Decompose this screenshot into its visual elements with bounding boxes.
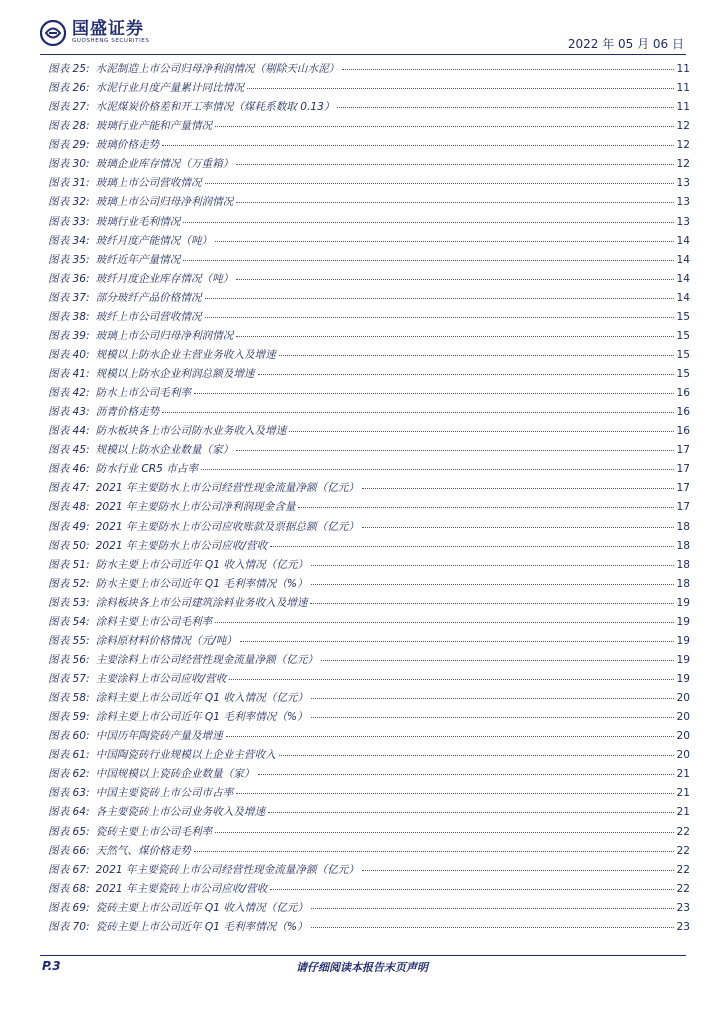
figure-number: 图表 68:	[48, 882, 90, 895]
page-ref: 19	[676, 653, 690, 666]
toc-entry[interactable]	[48, 900, 690, 919]
dot-leader	[240, 641, 674, 642]
toc-entry[interactable]	[48, 99, 690, 118]
toc-entry[interactable]	[48, 404, 690, 423]
figure-title: 玻璃价格走势	[95, 139, 160, 152]
dot-leader	[337, 107, 673, 108]
toc-entry[interactable]	[48, 633, 690, 652]
page-ref: 20	[676, 711, 690, 724]
figure-number: 图表 48:	[48, 501, 90, 514]
toc-entry[interactable]	[48, 519, 690, 538]
page-ref: 13	[676, 196, 690, 209]
figure-number: 图表 52:	[48, 577, 90, 590]
toc-entry[interactable]	[48, 728, 690, 747]
figure-title: 水泥制造上市公司归母净利润情况（剔除天山水泥）	[95, 63, 340, 75]
dot-leader	[311, 927, 674, 928]
figure-number: 图表 42:	[48, 387, 90, 400]
page-ref: 17	[676, 482, 690, 495]
figure-number: 图表 60:	[48, 730, 90, 743]
toc-entry[interactable]	[48, 290, 690, 309]
toc-entry[interactable]	[48, 61, 690, 80]
footer-divider	[40, 955, 686, 956]
figure-number: 图表 25:	[48, 63, 90, 75]
figure-title: 天然气、煤价格走势	[95, 844, 191, 857]
page-ref: 16	[676, 406, 690, 419]
dot-leader	[215, 832, 673, 833]
figure-number: 图表 58:	[48, 692, 90, 705]
page-ref: 14	[676, 291, 690, 304]
figure-title: 玻纤月度企业库存情况（吨）	[95, 272, 234, 285]
page-ref: 14	[676, 272, 690, 285]
figure-title: 玻纤月度产能情况（吨）	[95, 234, 213, 247]
figure-number: 图表 69:	[48, 901, 90, 914]
figure-title: 玻璃上市公司归母净利润情况	[95, 329, 234, 342]
figure-title: 防水主要上市公司近年 Q1 毛利率情况（%）	[95, 577, 308, 590]
toc-entry[interactable]	[48, 328, 690, 347]
page-ref: 17	[676, 444, 690, 457]
figure-number: 图表 28:	[48, 120, 90, 133]
toc-entry[interactable]	[48, 118, 690, 137]
dot-leader	[279, 355, 674, 356]
dot-leader	[342, 69, 673, 70]
page-ref: 11	[676, 63, 690, 75]
figure-title: 水泥煤炭价格差和开工率情况（煤耗系数取 0.13）	[95, 101, 335, 114]
toc-entry[interactable]	[48, 423, 690, 442]
page-ref: 19	[676, 634, 690, 647]
page-ref: 20	[676, 749, 690, 762]
dot-leader	[258, 374, 674, 375]
page-ref: 17	[676, 501, 690, 514]
toc-entry[interactable]	[48, 499, 690, 518]
page-ref: 18	[676, 577, 690, 590]
toc-entry[interactable]	[48, 595, 690, 614]
figure-number: 图表 47:	[48, 482, 90, 495]
page-ref: 21	[676, 768, 690, 781]
page-ref: 19	[676, 673, 690, 685]
figure-title: 中国陶瓷砖行业规模以上企业主营收入	[95, 749, 276, 762]
toc-entry[interactable]	[48, 175, 690, 194]
figure-number: 图表 46:	[48, 463, 90, 476]
dot-leader	[362, 870, 674, 871]
page-ref: 13	[676, 215, 690, 228]
figure-title: 防水行业 CR5 市占率	[95, 463, 198, 476]
page-ref: 22	[676, 844, 690, 857]
toc-entry[interactable]	[48, 80, 690, 99]
toc-entry[interactable]	[48, 614, 690, 633]
figure-number: 图表 29:	[48, 139, 90, 152]
dot-leader	[201, 469, 674, 470]
toc-entry[interactable]	[48, 824, 690, 843]
figure-title: 主要涂料上市公司经营性现金流量净额（亿元）	[95, 653, 319, 666]
dot-leader	[270, 546, 673, 547]
page-ref: 11	[676, 101, 690, 114]
figure-title: 2021 年主要防水上市公司应收/营收	[95, 539, 268, 552]
figure-title: 防水板块各上市公司防水业务收入及增速	[95, 425, 287, 438]
page-number: P.3	[42, 959, 61, 973]
page-ref: 21	[676, 787, 690, 800]
dot-leader	[279, 755, 674, 756]
figure-number: 图表 61:	[48, 749, 90, 762]
dot-leader	[205, 183, 674, 184]
dot-leader	[247, 88, 674, 89]
company-logo	[40, 20, 149, 50]
dot-leader	[226, 736, 674, 737]
toc-entry[interactable]	[48, 156, 690, 175]
figure-title: 涂料主要上市公司毛利率	[95, 615, 213, 628]
dot-leader	[194, 393, 674, 394]
figure-title: 2021 年主要防水上市公司应收账款及票据总额（亿元）	[95, 520, 359, 533]
figure-title: 规模以上防水企业数量（家）	[95, 444, 234, 457]
dot-leader	[310, 603, 673, 604]
figure-title: 各主要瓷砖上市公司业务收入及增速	[95, 806, 266, 819]
dot-leader	[311, 698, 673, 699]
toc-entry[interactable]	[48, 309, 690, 328]
dot-leader	[321, 660, 673, 661]
page-ref: 18	[676, 558, 690, 571]
toc-entry[interactable]	[48, 137, 690, 156]
toc-entry[interactable]	[48, 881, 690, 900]
figure-title: 中国主要瓷砖上市公司市占率	[95, 787, 234, 800]
page-ref: 20	[676, 692, 690, 705]
figure-number: 图表 62:	[48, 768, 90, 781]
toc-entry[interactable]	[48, 252, 690, 271]
page-ref: 15	[676, 329, 690, 342]
figure-title: 玻纤上市公司营收情况	[95, 310, 202, 323]
figure-title: 沥青价格走势	[95, 406, 160, 419]
figure-number: 图表 40:	[48, 348, 90, 361]
dot-leader	[194, 851, 674, 852]
page-ref: 20	[676, 730, 690, 743]
figure-title: 部分玻纤产品价格情况	[95, 291, 202, 304]
toc-entry[interactable]	[48, 385, 690, 404]
figure-number: 图表 39:	[48, 329, 90, 342]
toc-entry[interactable]	[48, 214, 690, 233]
figure-number: 图表 67:	[48, 863, 90, 876]
dot-leader	[236, 336, 673, 337]
toc-entry[interactable]	[48, 442, 690, 461]
toc-entry[interactable]	[48, 366, 690, 385]
dot-leader	[289, 431, 673, 432]
dot-leader	[362, 527, 674, 528]
dot-leader	[205, 298, 674, 299]
page-ref: 23	[676, 920, 690, 933]
figure-number: 图表 36:	[48, 272, 90, 285]
figure-number: 图表 27:	[48, 101, 90, 114]
page-ref: 16	[676, 425, 690, 438]
page-ref: 22	[676, 825, 690, 838]
dot-leader	[311, 717, 674, 718]
page-ref: 22	[676, 863, 690, 876]
dot-leader	[215, 241, 673, 242]
dot-leader	[215, 126, 673, 127]
figure-title: 中国历年陶瓷砖产量及增速	[95, 730, 223, 743]
toc-entry[interactable]	[48, 538, 690, 557]
toc-entry[interactable]	[48, 785, 690, 804]
page-ref: 12	[676, 120, 690, 133]
figure-title: 玻璃企业库存情况（万重箱）	[95, 158, 234, 171]
dot-leader	[270, 889, 673, 890]
dot-leader	[236, 202, 673, 203]
dot-leader	[311, 565, 673, 566]
figure-title: 防水上市公司毛利率	[95, 387, 191, 400]
figure-title: 涂料原材料价格情况（元/吨）	[95, 634, 237, 647]
figure-title: 玻璃行业产能和产量情况	[95, 120, 213, 133]
figure-number: 图表 35:	[48, 253, 90, 266]
page-ref: 12	[676, 158, 690, 171]
figure-title: 涂料主要上市公司近年 Q1 毛利率情况（%）	[95, 711, 308, 724]
figure-number: 图表 64:	[48, 806, 90, 819]
figure-number: 图表 37:	[48, 291, 90, 304]
figure-number: 图表 26:	[48, 82, 90, 95]
report-date: 2022 年 05 月 06 日	[567, 37, 684, 51]
toc-entry[interactable]	[48, 271, 690, 290]
toc-entry[interactable]	[48, 690, 690, 709]
figure-number: 图表 53:	[48, 596, 90, 609]
toc-entry[interactable]	[48, 843, 690, 862]
toc-entry[interactable]	[48, 576, 690, 595]
figure-title: 2021 年主要瓷砖上市公司应收/营收	[95, 882, 268, 895]
figure-title: 2021 年主要瓷砖上市公司经营性现金流量净额（亿元）	[95, 863, 359, 876]
figure-title: 2021 年主要防水上市公司经营性现金流量净额（亿元）	[95, 482, 359, 495]
dot-leader	[236, 450, 673, 451]
figure-title: 涂料主要上市公司近年 Q1 收入情况（亿元）	[95, 692, 309, 705]
footer-disclaimer: 请仔细阅读本报告末页声明	[296, 961, 428, 974]
page-ref: 15	[676, 310, 690, 323]
toc-entry[interactable]	[48, 347, 690, 366]
dot-leader	[162, 145, 673, 146]
page-ref: 22	[676, 882, 690, 895]
page-ref: 14	[676, 234, 690, 247]
guosheng-logo-icon	[40, 20, 66, 46]
dot-leader	[311, 908, 673, 909]
figure-number: 图表 33:	[48, 215, 90, 228]
toc-entry[interactable]	[48, 461, 690, 480]
page-ref: 15	[676, 368, 690, 380]
page-ref: 18	[676, 539, 690, 552]
toc-entry[interactable]	[48, 194, 690, 213]
page-ref: 15	[676, 348, 690, 361]
dot-leader	[311, 584, 674, 585]
page-ref: 19	[676, 596, 690, 609]
dot-leader	[362, 488, 674, 489]
figure-number: 图表 44:	[48, 425, 90, 438]
table-of-figures	[48, 61, 690, 938]
dot-leader	[236, 164, 673, 165]
toc-entry[interactable]	[48, 652, 690, 671]
figure-title: 瓷砖主要上市公司近年 Q1 收入情况（亿元）	[95, 901, 309, 914]
figure-title: 防水主要上市公司近年 Q1 收入情况（亿元）	[95, 558, 309, 571]
toc-entry[interactable]	[48, 480, 690, 499]
logo-english-name: GUOSHENG SECURITIES	[72, 38, 150, 44]
figure-title: 规模以上防水企业利润总额及增速	[95, 368, 255, 380]
toc-entry[interactable]	[48, 233, 690, 252]
dot-leader	[236, 793, 673, 794]
figure-number: 图表 45:	[48, 444, 90, 457]
figure-title: 瓷砖主要上市公司近年 Q1 毛利率情况（%）	[95, 920, 308, 933]
figure-number: 图表 31:	[48, 177, 90, 190]
figure-number: 图表 34:	[48, 234, 90, 247]
logo-chinese-name: 国盛证券	[72, 19, 144, 39]
page-ref: 18	[676, 520, 690, 533]
toc-entry[interactable]	[48, 709, 690, 728]
page-ref: 19	[676, 615, 690, 628]
dot-leader	[236, 279, 673, 280]
figure-number: 图表 41:	[48, 368, 90, 380]
figure-number: 图表 63:	[48, 787, 90, 800]
figure-title: 玻纤近年产量情况	[95, 253, 181, 266]
toc-entry[interactable]	[48, 671, 690, 690]
figure-title: 玻璃上市公司营收情况	[95, 177, 202, 190]
figure-number: 图表 30:	[48, 158, 90, 171]
figure-title: 2021 年主要防水上市公司净利润现金含量	[95, 501, 296, 514]
dot-leader	[258, 774, 674, 775]
dot-leader	[162, 412, 673, 413]
page-ref: 14	[676, 253, 690, 266]
figure-title: 玻璃行业毛利情况	[95, 215, 181, 228]
figure-title: 中国规模以上瓷砖企业数量（家）	[95, 768, 255, 781]
toc-entry[interactable]	[48, 919, 690, 938]
page-ref: 17	[676, 463, 690, 476]
page-ref: 23	[676, 901, 690, 914]
figure-title: 规模以上防水企业主营业务收入及增速	[95, 348, 276, 361]
page-ref: 11	[676, 82, 690, 95]
figure-title: 涂料板块各上市公司建筑涂料业务收入及增速	[95, 596, 308, 609]
dot-leader	[229, 679, 673, 680]
figure-number: 图表 55:	[48, 634, 90, 647]
figure-number: 图表 38:	[48, 310, 90, 323]
figure-number: 图表 54:	[48, 615, 90, 628]
page-ref: 12	[676, 139, 690, 152]
figure-number: 图表 59:	[48, 711, 90, 724]
page-header	[40, 14, 686, 55]
figure-number: 图表 32:	[48, 196, 90, 209]
toc-entry[interactable]	[48, 557, 690, 576]
page-ref: 21	[676, 806, 690, 819]
figure-number: 图表 57:	[48, 673, 90, 685]
figure-number: 图表 65:	[48, 825, 90, 838]
figure-title: 玻璃上市公司归母净利润情况	[95, 196, 234, 209]
figure-number: 图表 56:	[48, 653, 90, 666]
figure-number: 图表 49:	[48, 520, 90, 533]
page-ref: 13	[676, 177, 690, 190]
figure-number: 图表 43:	[48, 406, 90, 419]
dot-leader	[268, 812, 673, 813]
figure-title: 水泥行业月度产量累计同比情况	[95, 82, 244, 95]
dot-leader	[183, 260, 673, 261]
dot-leader	[215, 622, 673, 623]
dot-leader	[205, 317, 674, 318]
toc-entry[interactable]	[48, 766, 690, 785]
dot-leader	[298, 507, 673, 508]
toc-entry[interactable]	[48, 747, 690, 766]
page-ref: 16	[676, 387, 690, 400]
toc-entry[interactable]	[48, 862, 690, 881]
figure-number: 图表 51:	[48, 558, 90, 571]
toc-entry[interactable]	[48, 804, 690, 823]
figure-number: 图表 66:	[48, 844, 90, 857]
figure-title: 主要涂料上市公司应收/营收	[95, 673, 227, 685]
figure-title: 瓷砖主要上市公司毛利率	[95, 825, 213, 838]
dot-leader	[183, 222, 673, 223]
figure-number: 图表 50:	[48, 539, 90, 552]
figure-number: 图表 70:	[48, 920, 90, 933]
